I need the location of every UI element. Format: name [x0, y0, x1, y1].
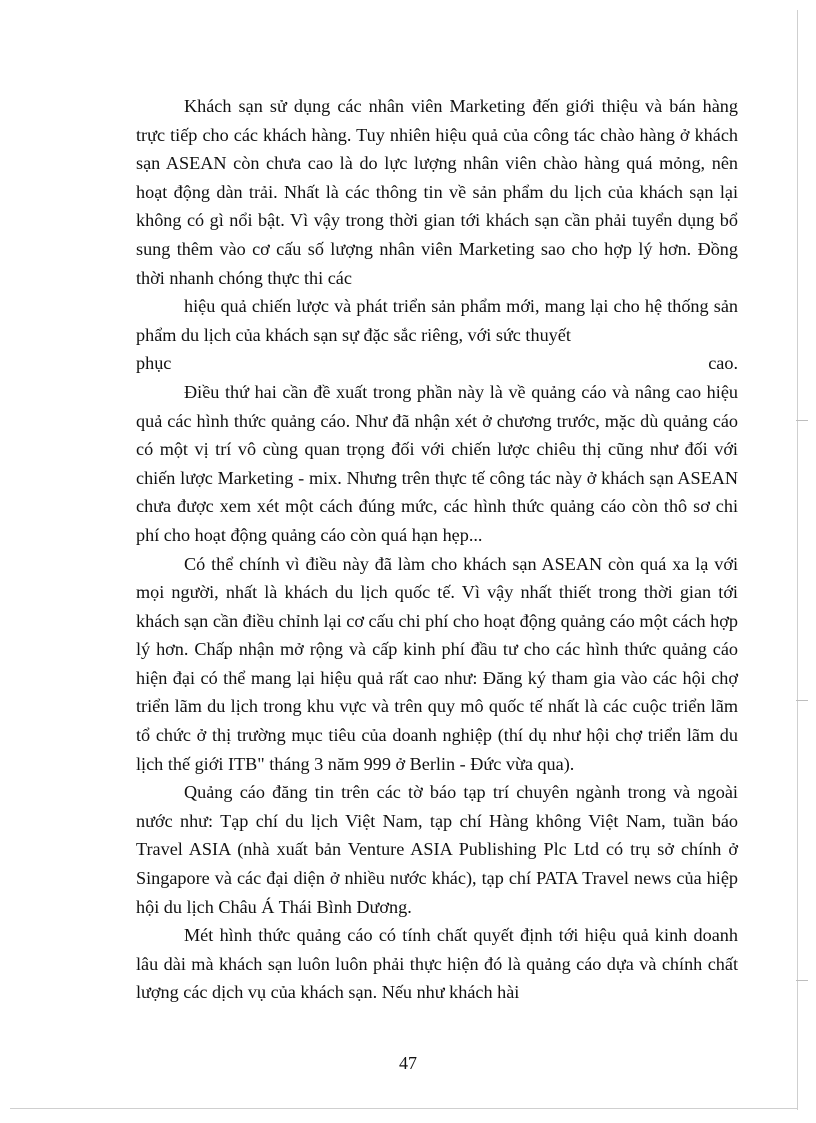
- page-number: 47: [399, 1053, 417, 1073]
- border-tick: [796, 980, 808, 981]
- paragraph: Quảng cáo đăng tin trên các tờ báo tạp trí chuyên ngành trong và ngoài nước như: Tạp chí du lịch Việt Nam, tạp chí Hàng không Việt Nam, tuần báo Travel ASIA (nhà xuất bản Venture ASIA Publishing Plc Ltd có trụ sở chính ở Singapore và các đại diện ở nhiều nước khác), tạp chí PATA Travel news của hiệp hội du lịch Châu Á Thái Bình Dương.: [136, 782, 738, 917]
- split-line-left: phục: [136, 353, 172, 374]
- body-text: [136, 92, 738, 1007]
- paragraph-split-line: [136, 349, 738, 378]
- page-border-bottom: [10, 1108, 798, 1109]
- border-tick: [796, 420, 808, 421]
- paragraph: Khách sạn sử dụng các nhân viên Marketing đến giới thiệu và bán hàng trực tiếp cho các khách hàng. Tuy nhiên hiệu quả của công tác chào hàng ở khách sạn ASEAN còn chưa cao là do lực lượng nhân viên chào hàng quá mỏng, nên hoạt động dàn trải. Nhất là các thông tin về sản phẩm du lịch của khách sạn lại không có gì nổi bật. Vì vậy trong thời gian tới khách sạn cần phải tuyển dụng bổ sung thêm vào cơ cấu số lượng nhân viên Marketing sao cho hợp lý hơn. Đồng thời nhanh chóng thực thi các: [136, 96, 738, 288]
- paragraph: Điều thứ hai cần đề xuất trong phần này là về quảng cáo và nâng cao hiệu quả các hình thức quảng cáo. Như đã nhận xét ở chương trước, mặc dù quảng cáo có một vị trí vô cùng quan trọng đối với chiến lược chiêu thị cũng như đối với chiến lược Marketing - mix. Nhưng trên thực tế công tác này ở khách sạn ASEAN chưa được xem xét một cách đúng mức, các hình thức quảng cáo còn thô sơ chi phí cho hoạt động quảng cáo còn quá hạn hẹp...: [136, 381, 738, 545]
- border-tick: [796, 700, 808, 701]
- page-border-right: [797, 10, 798, 1110]
- split-line-right: cao.: [708, 353, 738, 374]
- paragraph: Có thể chính vì điều này đã làm cho khách sạn ASEAN còn quá xa lạ với mọi người, nhất là khách du lịch quốc tế. Vì vậy nhất thiết trong thời gian tới khách sạn cần điều chỉnh lại cơ cấu chi phí cho hoạt động quảng cáo một cách hợp lý hơn. Chấp nhận mở rộng và cấp kinh phí đầu tư cho các hình thức quảng cáo hiện đại có thể mang lại hiệu quả rất cao như: Đăng ký tham gia vào các hội chợ triển lãm du lịch trong khu vực và trên quy mô quốc tế nhất là các cuộc triển lãm tổ chức ở thị trường mục tiêu của doanh nghiệp (thí dụ như hội chợ triển lãm du lịch thế giới ITB" tháng 3 năm 999 ở Berlin - Đức vừa qua).: [136, 553, 738, 774]
- paragraph: Mét hình thức quảng cáo có tính chất quyết định tới hiệu quả kinh doanh lâu dài mà khách sạn luôn luôn phải thực hiện đó là quảng cáo dựa và chính chất lượng các dịch vụ của khách sạn. Nếu như khách hài: [136, 925, 738, 1003]
- paragraph: hiệu quả chiến lược và phát triển sản phẩm mới, mang lại cho hệ thống sản phẩm du lịch của khách sạn sự đặc sắc riêng, với sức thuyết: [136, 296, 738, 345]
